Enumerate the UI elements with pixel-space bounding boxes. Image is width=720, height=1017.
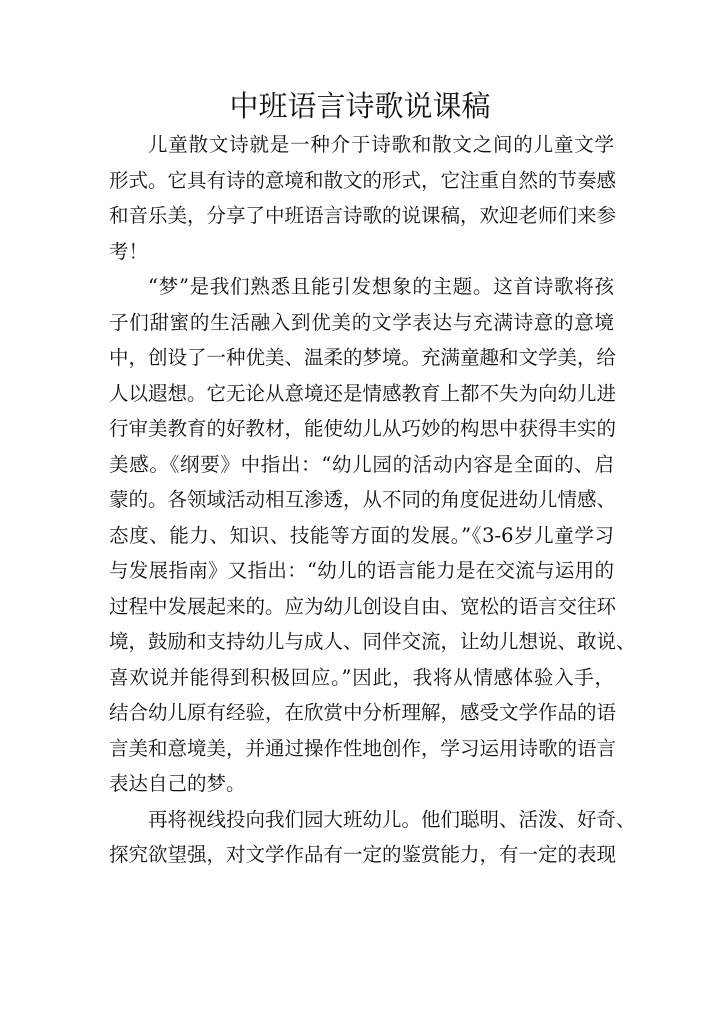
paragraph-line: 过程中发展起来的。应为幼儿创设自由、宽松的语言交往环 — [109, 594, 617, 618]
paragraph-students — [109, 802, 636, 873]
document-body — [109, 127, 636, 873]
paragraph-analysis — [109, 269, 636, 802]
paragraph-line: 境，鼓励和支持幼儿与成人、同伴交流，让幼儿想说、敢说、 — [109, 630, 636, 653]
document-title: 中班语言诗歌说课稿 — [229, 89, 491, 123]
paragraph-line: 结合幼儿原有经验，在欣赏中分析理解，感受文学作品的语 — [109, 701, 617, 724]
paragraph-line: 态度、能力、知识、技能等方面的发展。”《3-6岁儿童学习 — [109, 523, 614, 547]
paragraph-line: 与发展指南》又指出：“幼儿的语言能力是在交流与运用的 — [109, 559, 614, 582]
paragraph-line: 子们甜蜜的生活融入到优美的文学表达与充满诗意的意境 — [109, 310, 614, 334]
paragraph-line: 言美和意境美，并通过操作性地创作，学习运用诗歌的语言 — [109, 736, 617, 760]
paragraph-line: 表达自己的梦。 — [109, 772, 246, 795]
paragraph-line: 形式。它具有诗的意境和散文的形式，它注重自然的节奏感 — [109, 168, 617, 192]
paragraph-line: 蒙的。各领域活动相互渗透，从不同的角度促进幼儿情感、 — [109, 488, 617, 511]
paragraph-line: 和音乐美，分享了中班语言诗歌的说课稿，欢迎老师们来参 — [109, 204, 617, 227]
paragraph-line: 考！ — [109, 239, 149, 263]
paragraph-intro — [109, 127, 617, 269]
paragraph-line: 人以遐想。它无论从意境还是情感教育上都不失为向幼儿进 — [109, 381, 617, 405]
paragraph-line: 儿童散文诗就是一种介于诗歌和散文之间的儿童文学 — [148, 133, 614, 156]
paragraph-line: 中，创设了一种优美、温柔的梦境。充满童趣和文学美，给 — [109, 346, 617, 369]
paragraph-line: 美感。《纲要》中指出：“幼儿园的活动内容是全面的、启 — [109, 452, 614, 476]
paragraph-line: 探究欲望强，对文学作品有一定的鉴赏能力，有一定的表现 — [109, 843, 617, 866]
paragraph-line: “梦”是我们熟悉且能引发想象的主题。这首诗歌将孩 — [148, 275, 614, 298]
paragraph-line: 喜欢说并能得到积极回应。”因此，我将从情感体验入手， — [109, 665, 614, 689]
paragraph-line: 再将视线投向我们园大班幼儿。他们聪明、活泼、好奇、 — [148, 807, 636, 831]
paragraph-line: 行审美教育的好教材，能使幼儿从巧妙的构思中获得丰实的 — [109, 417, 617, 440]
